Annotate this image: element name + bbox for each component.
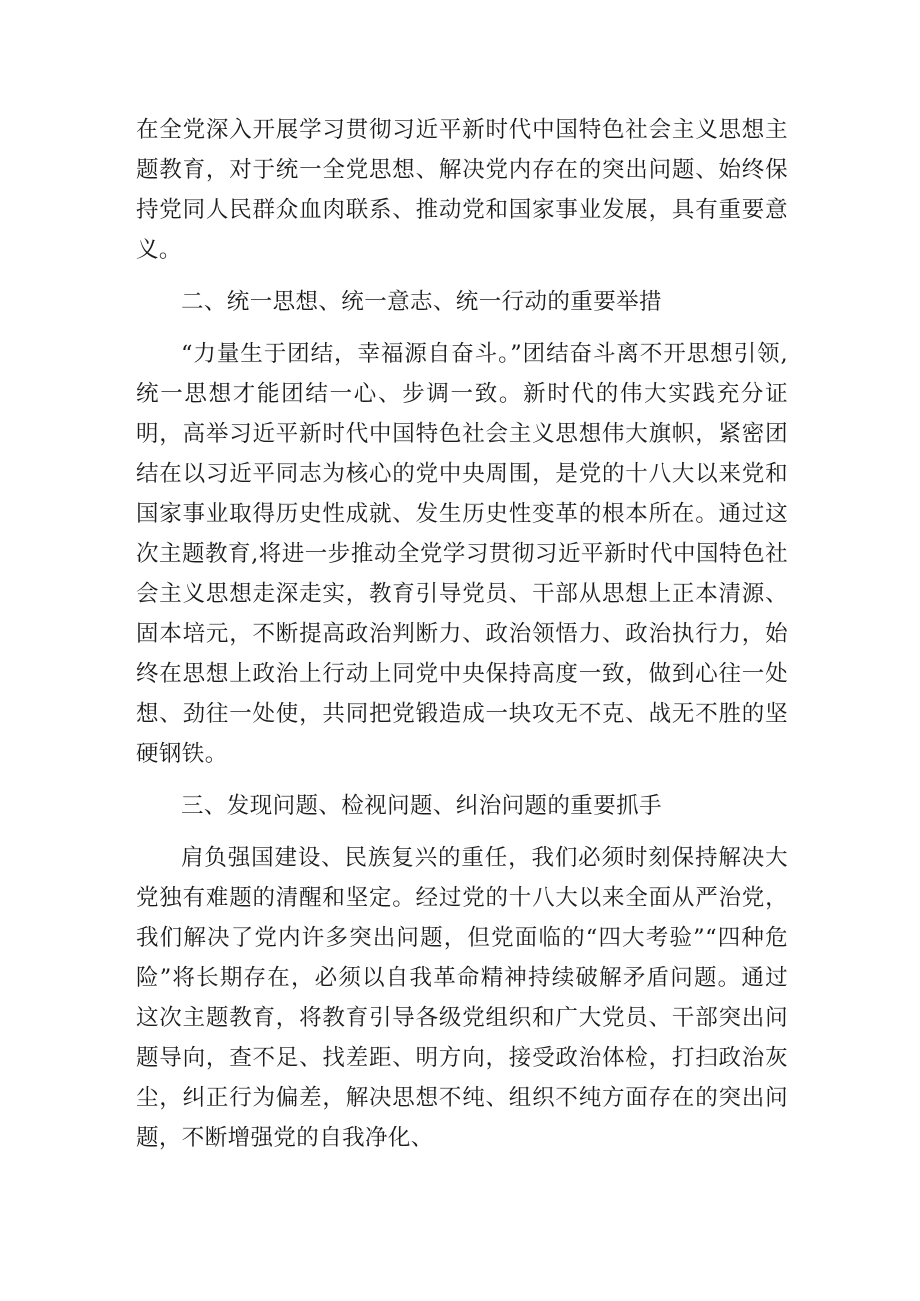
- section-heading-three: 三、发现问题、检视问题、纠治问题的重要抓手: [181, 793, 662, 819]
- paragraph-intro-continued: 在全党深入开展学习贯彻习近平新时代中国特色社会主义思想主题教育，对于统一全党思想、解决党内存在的突出问题、始终保持党同人民群众血肉联系、推动党和国家事业发展，具有重要意义。: [136, 117, 788, 263]
- paragraph-section-two: “力量生于团结，幸福源自奋斗。”团结奋斗离不开思想引领,统一思想才能团结一心、步调一致。新时代的伟大实践充分证明，高举习近平新时代中国特色社会主义思想伟大旗帜，紧密团结在以习近平同志为核心的党中央周围，是党的十八大以来党和国家事业取得历史性成就、发生历史性变革的根本所在。通过这次主题教育,将进一步推动全党学习贯彻习近平新时代中国特色社会主义思想走深走实，教育引导党员、干部从思想上正本清源、固本培元，不断提高政治判断力、政治领悟力、政治执行力，始终在思想上政治上行动上同党中央保持高度一致，做到心往一处想、劲往一处使，共同把党锻造成一块攻无不克、战无不胜的坚硬钢铁。: [136, 341, 788, 767]
- section-heading-two: 二、统一思想、统一意志、统一行动的重要举措: [181, 289, 662, 315]
- paragraph-section-three: 肩负强国建设、民族复兴的重任，我们必须时刻保持解决大党独有难题的清醒和坚定。经过党的十八大以来全面从严治党，我们解决了党内许多突出问题，但党面临的“四大考验”“四种危险”将长期存在，必须以自我革命精神持续破解矛盾问题。通过这次主题教育，将教育引导各级党组织和广大党员、干部突出问题导向，查不足、找差距、明方向，接受政治体检，打扫政治灰尘，纠正行为偏差，解决思想不纯、组织不纯方面存在的突出问题，不断增强党的自我净化、: [136, 845, 788, 1151]
